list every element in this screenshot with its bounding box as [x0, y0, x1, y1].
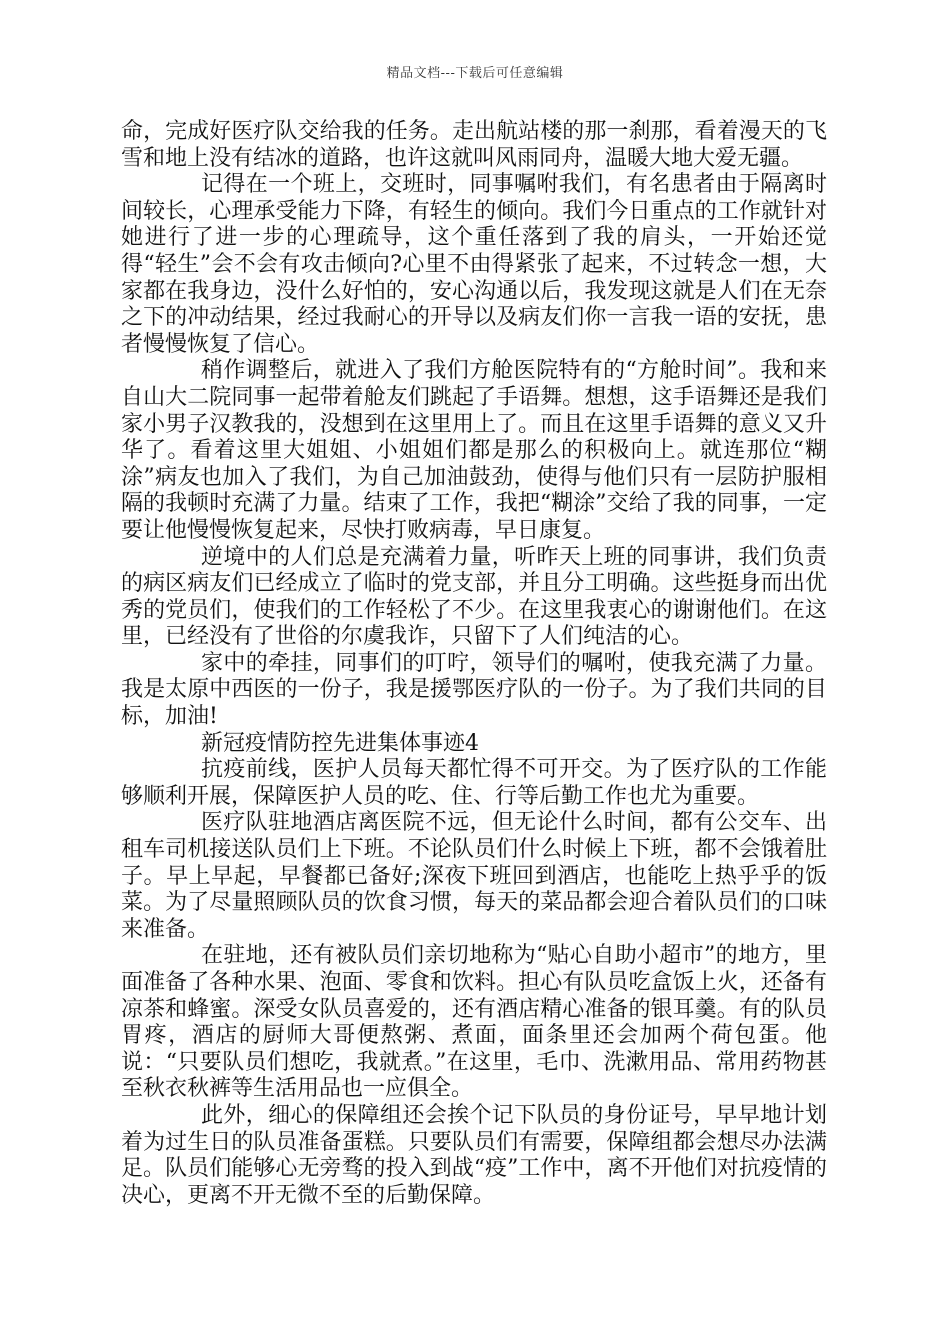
paragraph: 家中的牵挂，同事们的叮咛，领导们的嘱咐，使我充满了力量。我是太原中西医的一份子，我是援鄂医疗队的一份子。为了我们共同的目标，加油! [121, 650, 827, 730]
page-header: 精品文档---下载后可任意编辑 [386, 66, 564, 81]
paragraph: 抗疫前线，医护人员每天都忙得不可开交。为了医疗队的工作能够顺利开展，保障医护人员的吃、住、行等后勤工作也尤为重要。 [121, 757, 827, 809]
paragraph: 医疗队驻地酒店离医院不远，但无论什么时间，都有公交车、出租车司机接送队员们上下班。不论队员们什么时候上下班，都不会饿着肚子。早上早起，早餐都已备好;深夜下班回到酒店，也能吃上热乎乎的饭菜。为了尽量照顾队员的饮食习惯，每天的菜品都会迎合着队员们的口味来准备。 [121, 810, 827, 942]
article-body [121, 119, 827, 1209]
paragraph: 逆境中的人们总是充满着力量，听昨天上班的同事讲，我们负责的病区病友们已经成立了临时的党支部，并且分工明确。这些挺身而出优秀的党员们，使我们的工作轻松了不少。在这里我衷心的谢谢他们。在这里，已经没有了世俗的尔虞我诈，只留下了人们纯洁的心。 [121, 544, 827, 650]
paragraph: 命，完成好医疗队交给我的任务。走出航站楼的那一刹那，看着漫天的飞雪和地上没有结冰的道路，也许这就叫风雨同舟，温暖大地大爱无疆。 [121, 119, 827, 171]
paragraph: 稍作调整后，就进入了我们方舱医院特有的“方舱时间”。我和来自山大二院同事一起带着舱友们跳起了手语舞。想想，这手语舞还是我们家小男子汉教我的，没想到在这里用上了。而且在这里手语舞的意义又升华了。看着这里大姐姐、小姐姐们都是那么的积极向上。就连那位“糊涂”病友也加入了我们，为自己加油鼓劲，使得与他们只有一层防护服相隔的我顿时充满了力量。结束了工作，我把“糊涂”交给了我的同事，一定要让他慢慢恢复起来，尽快打败病毒，早日康复。 [121, 358, 827, 543]
paragraph: 在驻地，还有被队员们亲切地称为“贴心自助小超市”的地方，里面准备了各种水果、泡面、零食和饮料。担心有队员吃盒饭上火，还备有凉茶和蜂蜜。深受女队员喜爱的，还有酒店精心准备的银耳羹。有的队员胃疼，酒店的厨师大哥便熬粥、煮面，面条里还会加两个荷包蛋。他说：“只要队员们想吃，我就煮。”在这里，毛巾、洗漱用品、常用药物甚至秋衣秋裤等生活用品也一应俱全。 [121, 943, 827, 1102]
paragraph: 记得在一个班上，交班时，同事嘱咐我们，有名患者由于隔离时间较长，心理承受能力下降，有轻生的倾向。我们今日重点的工作就针对她进行了进一步的心理疏导，这个重任落到了我的肩头，一开始还觉得“轻生”会不会有攻击倾向?心里不由得紧张了起来，不过转念一想，大家都在我身边，没什么好怕的，安心沟通以后，我发现这就是人们在无奈之下的冲动结果，经过我耐心的开导以及病友们你一言我一语的安抚，患者慢慢恢复了信心。 [121, 172, 827, 357]
section-heading: 新冠疫情防控先进集体事迹4 [201, 730, 479, 756]
paragraph: 此外，细心的保障组还会挨个记下队员的身份证号，早早地计划着为过生日的队员准备蛋糕。只要队员们有需要，保障组都会想尽办法满足。队员们能够心无旁骛的投入到战“疫”工作中，离不开他们对抗疫情的决心，更离不开无微不至的后勤保障。 [121, 1102, 827, 1208]
